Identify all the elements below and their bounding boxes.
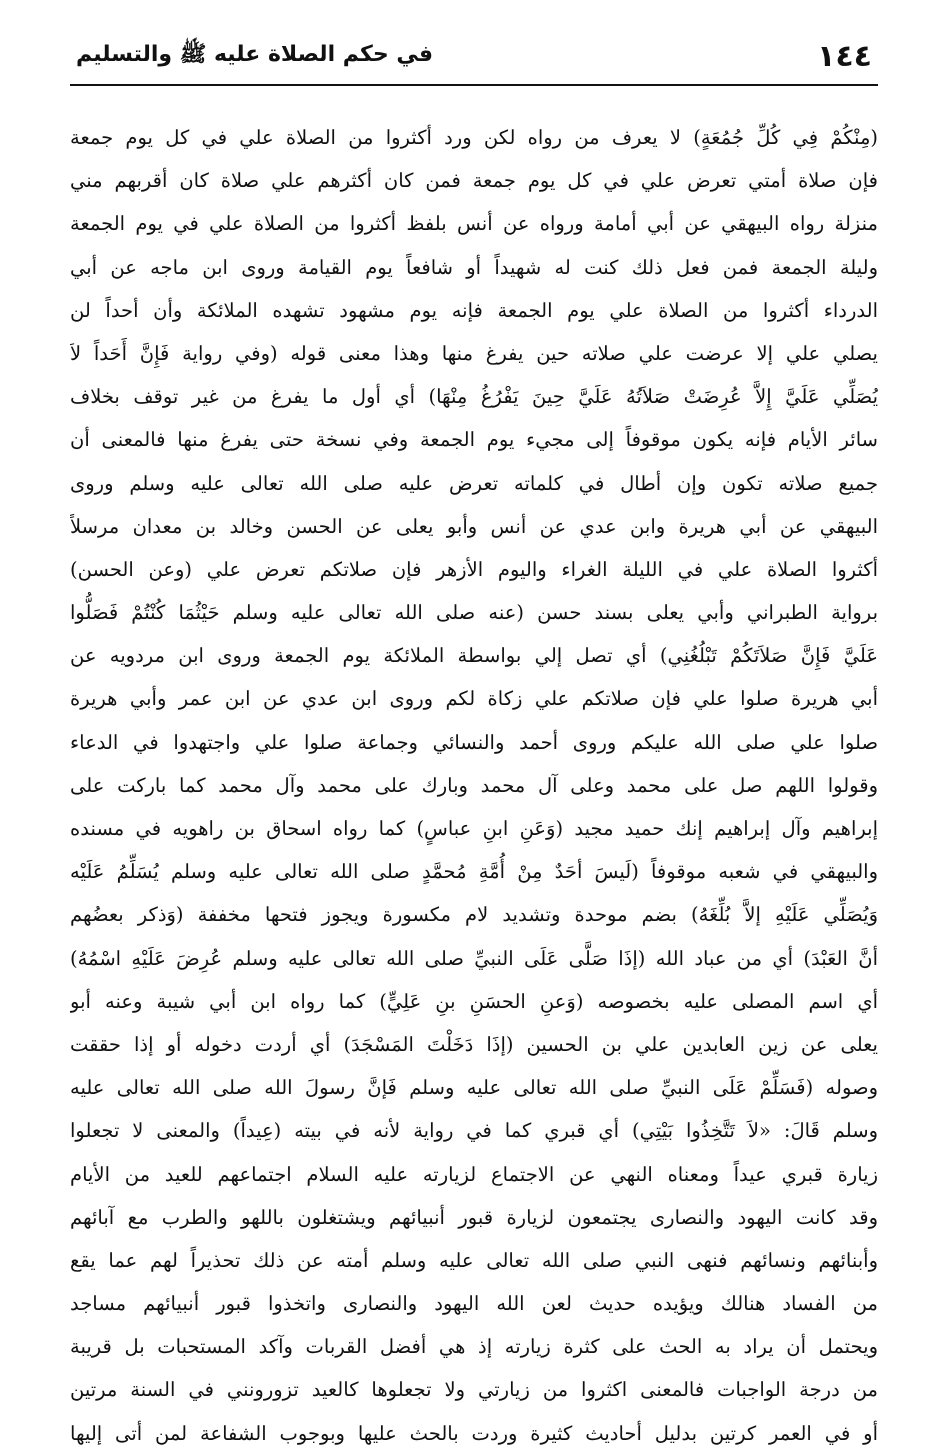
text-line: وليلة الجمعة فمن فعل ذلك كنت له شهيداً أو شافعاً يوم القيامة وروى ابن ماجه عن أبي bbox=[70, 255, 878, 279]
text-line: أكثروا الصلاة علي في الليلة الغراء واليوم الأزهر فإن صلاتكم تعرض علي (وعن الحسن) bbox=[70, 557, 878, 581]
text-line: برواية الطبراني وأبي يعلى بسند حسن (عنه صلى الله تعالى عليه وسلم حَيْثُمَا كُنْتُمْ فَصَلُّوا bbox=[70, 601, 878, 625]
text-line: الدرداء أكثروا من الصلاة علي يوم الجمعة فإنه يوم مشهود تشهده الملائكة وأن أحداً لن bbox=[70, 298, 878, 322]
text-line: أنَّ العَبْدَ) أي من عباد الله (إذَا صَلَّى عَلَى النبيِّ صلى الله تعالى عليه وسلم عُرِضَ عَلَيْهِ اسْمُهُ) bbox=[70, 946, 878, 970]
text-line: يُصَلِّي عَلَيَّ إِلاَّ عُرِضَتْ صَلاَتُهُ عَلَيَّ حِينَ يَفْرُغُ مِنْهَا) أي أول ما يفرغ من غير توقف بخلاف bbox=[70, 385, 878, 409]
text-line: وسلم قَالَ: «لاَ تَتَّخِذُوا بَيْتِي) أي قبري كما في رواية لأنه في بيته (عِيداً) والمعنى لا تجعلوا bbox=[70, 1119, 878, 1143]
running-title: في حكم الصلاة عليه ﷺ والتسليم bbox=[76, 42, 433, 67]
text-line: وقد كانت اليهود والنصارى يجتمعون لزيارة قبور أنبيائهم ويشتغلون باللهو والطرب مع آبائهم bbox=[70, 1205, 878, 1229]
text-line: وصوله (فَسَلِّمْ عَلَى النبيِّ صلى الله تعالى عليه وسلم فَإنَّ رسولَ الله صلى الله تعالى عليه bbox=[70, 1076, 878, 1100]
text-line: يصلي علي إلا عرضت علي صلاته حين يفرغ منها وهذا معنى قوله (وفي رواية فَإِنَّ أَحَداً لاَ bbox=[70, 341, 878, 365]
text-line: يعلى عن زين العابدين علي بن الحسين (إذَا دَخَلْتَ المَسْجَدَ) أي أردت دخوله أو إذا حققت bbox=[70, 1032, 878, 1056]
text-line: فإن صلاة أمتي تعرض علي في كل يوم جمعة فمن كان أكثرهم علي صلاة كان أقربهم مني bbox=[70, 169, 878, 193]
text-line: إبراهيم وآل إبراهيم إنك حميد مجيد (وَعَنِ ابنِ عباسٍ) كما رواه اسحاق بن راهويه في مسنده bbox=[70, 817, 878, 840]
text-line: (مِنْكُمْ فِي كُلِّ جُمُعَةٍ) لا يعرف من رواه لكن ورد أكثروا من الصلاة علي في كل يوم جمعة bbox=[70, 126, 878, 149]
book-page bbox=[70, 28, 878, 1445]
text-line: سائر الأيام فإنه يكون موقوفاً إلى مجيء يوم الجمعة وفي نسخة حتى يفرغ منها فالمعنى أن bbox=[70, 428, 878, 452]
text-line: ويحتمل أن يراد به الحث على كثرة زيارته إذ هي أفضل القربات وآكد المستحبات بل قريبة bbox=[70, 1335, 878, 1359]
page-header bbox=[70, 28, 878, 86]
body-text bbox=[70, 116, 878, 1455]
text-line: والبيهقي في شعبه موقوفاً (لَيسَ أحَدٌ مِنْ أُمَّةِ مُحمَّدٍ صلى الله تعالى عليه وسلم يُسَلِّمُ عَلَيْه bbox=[70, 860, 878, 884]
text-line: أي اسم المصلى عليه بخصوصه (وَعنِ الحسَنِ بنِ عَلِيٍّ) كما رواه ابن أبي شيبة وعنه أبو bbox=[70, 989, 878, 1013]
text-line: وقولوا اللهم صل على محمد وعلى آل محمد وبارك على محمد وآل محمد كما باركت على bbox=[70, 773, 878, 797]
text-line: منزلة رواه البيهقي عن أبي أمامة ورواه عن أنس بلفظ أكثروا من الصلاة علي في يوم الجمعة bbox=[70, 212, 878, 236]
text-line: عَلَيَّ فَإِنَّ صَلاَتَكُمْ تَبْلُغُنِي) أي تصل إلي بواسطة الملائكة يوم الجمعة وروى ابن مردويه عن bbox=[70, 644, 878, 668]
text-line: من درجة الواجبات فالمعنى اكثروا من زيارتي ولا تجعلوها كالعيد تزورونني في السنة مرتين bbox=[70, 1378, 878, 1402]
page-number: ١٤٤ bbox=[817, 38, 872, 74]
text-line: من الفساد هنالك ويؤيده حديث لعن الله اليهود والنصارى واتخذوا قبور أنبيائهم مساجد bbox=[70, 1292, 878, 1316]
text-line: زيارة قبري عيداً ومعناه النهي عن الاجتماع لزيارته عليه السلام اجتماعهم للعيد من الأيام bbox=[70, 1162, 878, 1186]
text-line: وَيُصَلِّي عَلَيْهِ إلاَّ بُلِّغَهُ) بضم موحدة وتشديد لام مكسورة ويجوز فتحها مخففة (وَذكر بعضُهم bbox=[70, 903, 878, 927]
text-line: أبي هريرة صلوا علي فإن صلاتكم علي زكاة لكم وروى ابن عدي عن ابن عمر وأبي هريرة bbox=[70, 687, 878, 711]
text-line: صلوا علي صلى الله عليكم وروى أحمد والنسائي وجماعة صلوا علي واجتهدوا في الدعاء bbox=[70, 730, 878, 754]
text-line: وأبنائهم ونسائهم فنهى النبي صلى الله تعالى عليه وسلم أمته عن ذلك تحذيراً لهم عما يقع bbox=[70, 1248, 878, 1272]
text-line: أو في العمر كرتين بدليل أحاديث كثيرة وردت بالحث عليها وبوجوب الشفاعة لمن أتى إليها bbox=[70, 1421, 878, 1445]
text-line: جميع صلاته تكون وإن أطال في كلماته تعرض عليه صلى الله تعالى عليه وسلم وروى bbox=[70, 471, 878, 495]
text-line: البيهقي عن أبي هريرة وابن عدي عن أنس وأبو يعلى عن الحسن وخالد بن معدان مرسلاً bbox=[70, 514, 878, 538]
